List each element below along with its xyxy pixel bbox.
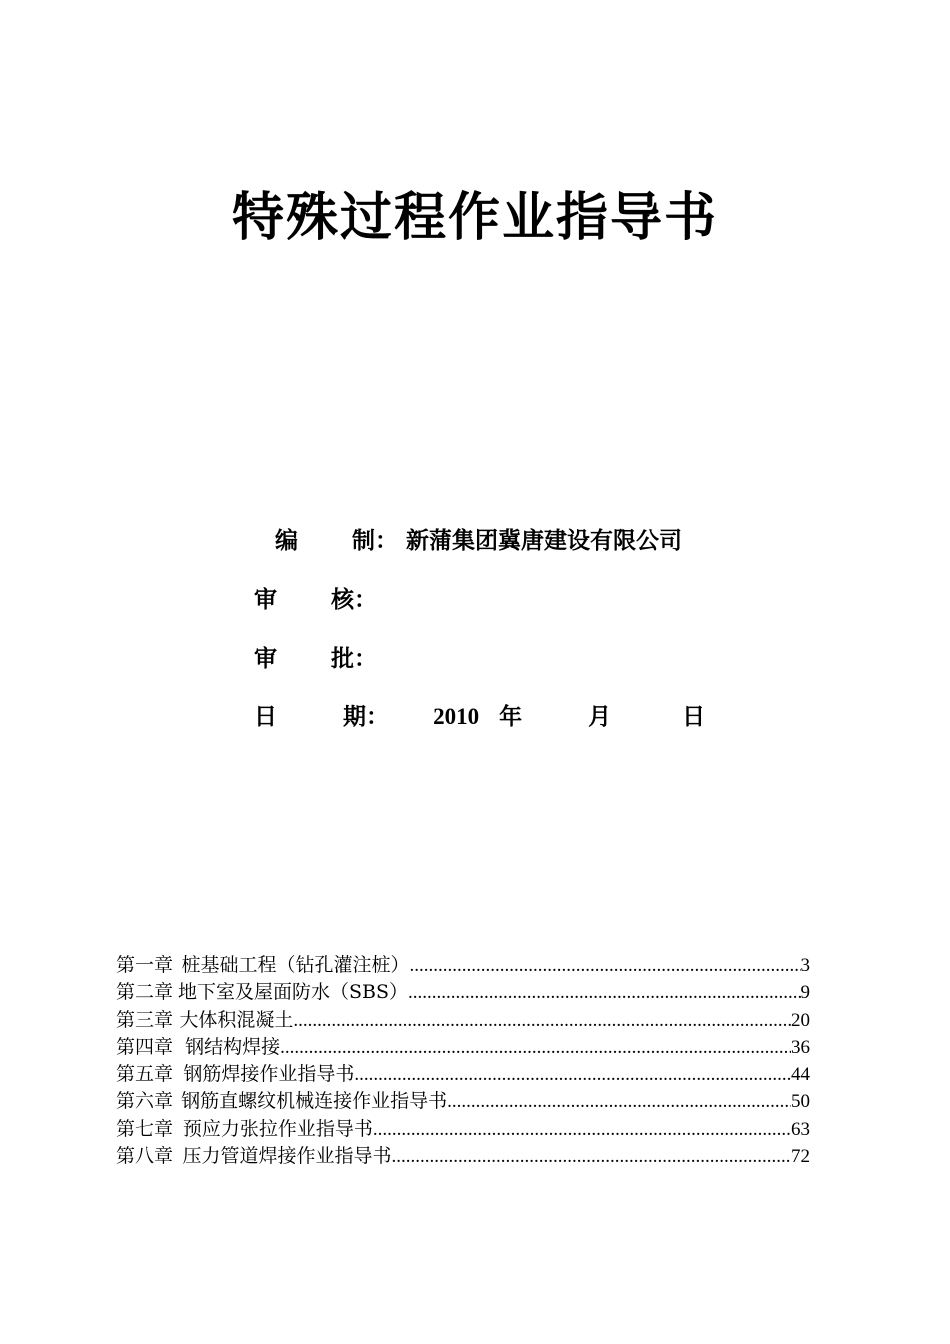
toc-title: 钢筋焊接作业指导书 <box>183 1063 355 1086</box>
toc-chapter: 第一章 <box>116 954 174 976</box>
toc-leader <box>280 1034 791 1061</box>
review-label-a: 审 <box>254 586 277 613</box>
toc-page: 3 <box>800 955 810 976</box>
toc-row[interactable] <box>116 979 810 1006</box>
date-row <box>254 702 705 732</box>
toc-page: 50 <box>791 1091 810 1113</box>
toc-chapter: 第六章 <box>116 1090 174 1113</box>
toc-row[interactable] <box>116 1143 810 1170</box>
toc-chapter: 第七章 <box>116 1117 174 1140</box>
date-label-b: 期： <box>343 703 390 730</box>
document-title: 特殊过程作业指导书 <box>231 187 718 248</box>
toc-page: 63 <box>791 1118 810 1140</box>
date-year-unit: 年 <box>499 703 523 730</box>
toc-page: 36 <box>791 1036 810 1058</box>
approve-row <box>254 644 377 674</box>
compile-label-b: 制： <box>352 527 399 554</box>
toc-title: 钢筋直螺纹机械连接作业指导书 <box>181 1090 448 1113</box>
toc-leader <box>354 1061 791 1088</box>
toc-row[interactable] <box>116 1061 810 1088</box>
toc-title: 钢结构焊接 <box>185 1035 281 1058</box>
toc-page: 9 <box>800 982 810 1004</box>
toc-leader <box>408 979 801 1006</box>
toc-row[interactable] <box>116 1088 810 1115</box>
review-label-b: 核： <box>331 586 378 613</box>
toc-leader <box>391 1143 791 1170</box>
toc-page: 72 <box>791 1146 810 1168</box>
toc-chapter: 第三章 <box>116 1008 174 1031</box>
compile-row <box>275 526 682 556</box>
toc-page: 20 <box>791 1009 810 1031</box>
toc-title: 压力管道焊接作业指导书 <box>182 1145 392 1168</box>
date-label-a: 日 <box>254 703 277 730</box>
toc-chapter: 第四章 <box>116 1035 174 1058</box>
toc-row[interactable] <box>116 1116 810 1143</box>
toc-leader <box>447 1088 791 1115</box>
toc-chapter: 第五章 <box>116 1063 174 1086</box>
date-year: 2010 <box>433 704 480 729</box>
approve-label-a: 审 <box>254 645 277 672</box>
date-month-unit: 月 <box>588 703 612 730</box>
toc-title: 预应力张拉作业指导书 <box>182 1117 373 1140</box>
toc-leader <box>410 952 801 979</box>
toc-leader <box>373 1116 791 1143</box>
toc-row[interactable] <box>116 1034 810 1061</box>
table-of-contents <box>116 952 810 1170</box>
review-row <box>254 585 377 615</box>
toc-page: 44 <box>791 1064 810 1086</box>
toc-title: 地下室及屋面防水（SBS） <box>178 981 408 1004</box>
toc-title: 桩基础工程（钻孔灌注桩） <box>181 954 410 976</box>
toc-chapter: 第八章 <box>116 1145 174 1168</box>
compile-value: 新蒲集团冀唐建设有限公司 <box>406 527 683 554</box>
toc-row[interactable] <box>116 1007 810 1034</box>
toc-title: 大体积混凝土 <box>179 1008 294 1031</box>
approve-label-b: 批： <box>331 645 378 672</box>
compile-label-a: 编 <box>275 527 298 554</box>
toc-row[interactable] <box>116 952 810 979</box>
toc-leader <box>293 1007 791 1034</box>
date-day-unit: 日 <box>682 703 706 730</box>
toc-chapter: 第二章 <box>116 981 174 1004</box>
